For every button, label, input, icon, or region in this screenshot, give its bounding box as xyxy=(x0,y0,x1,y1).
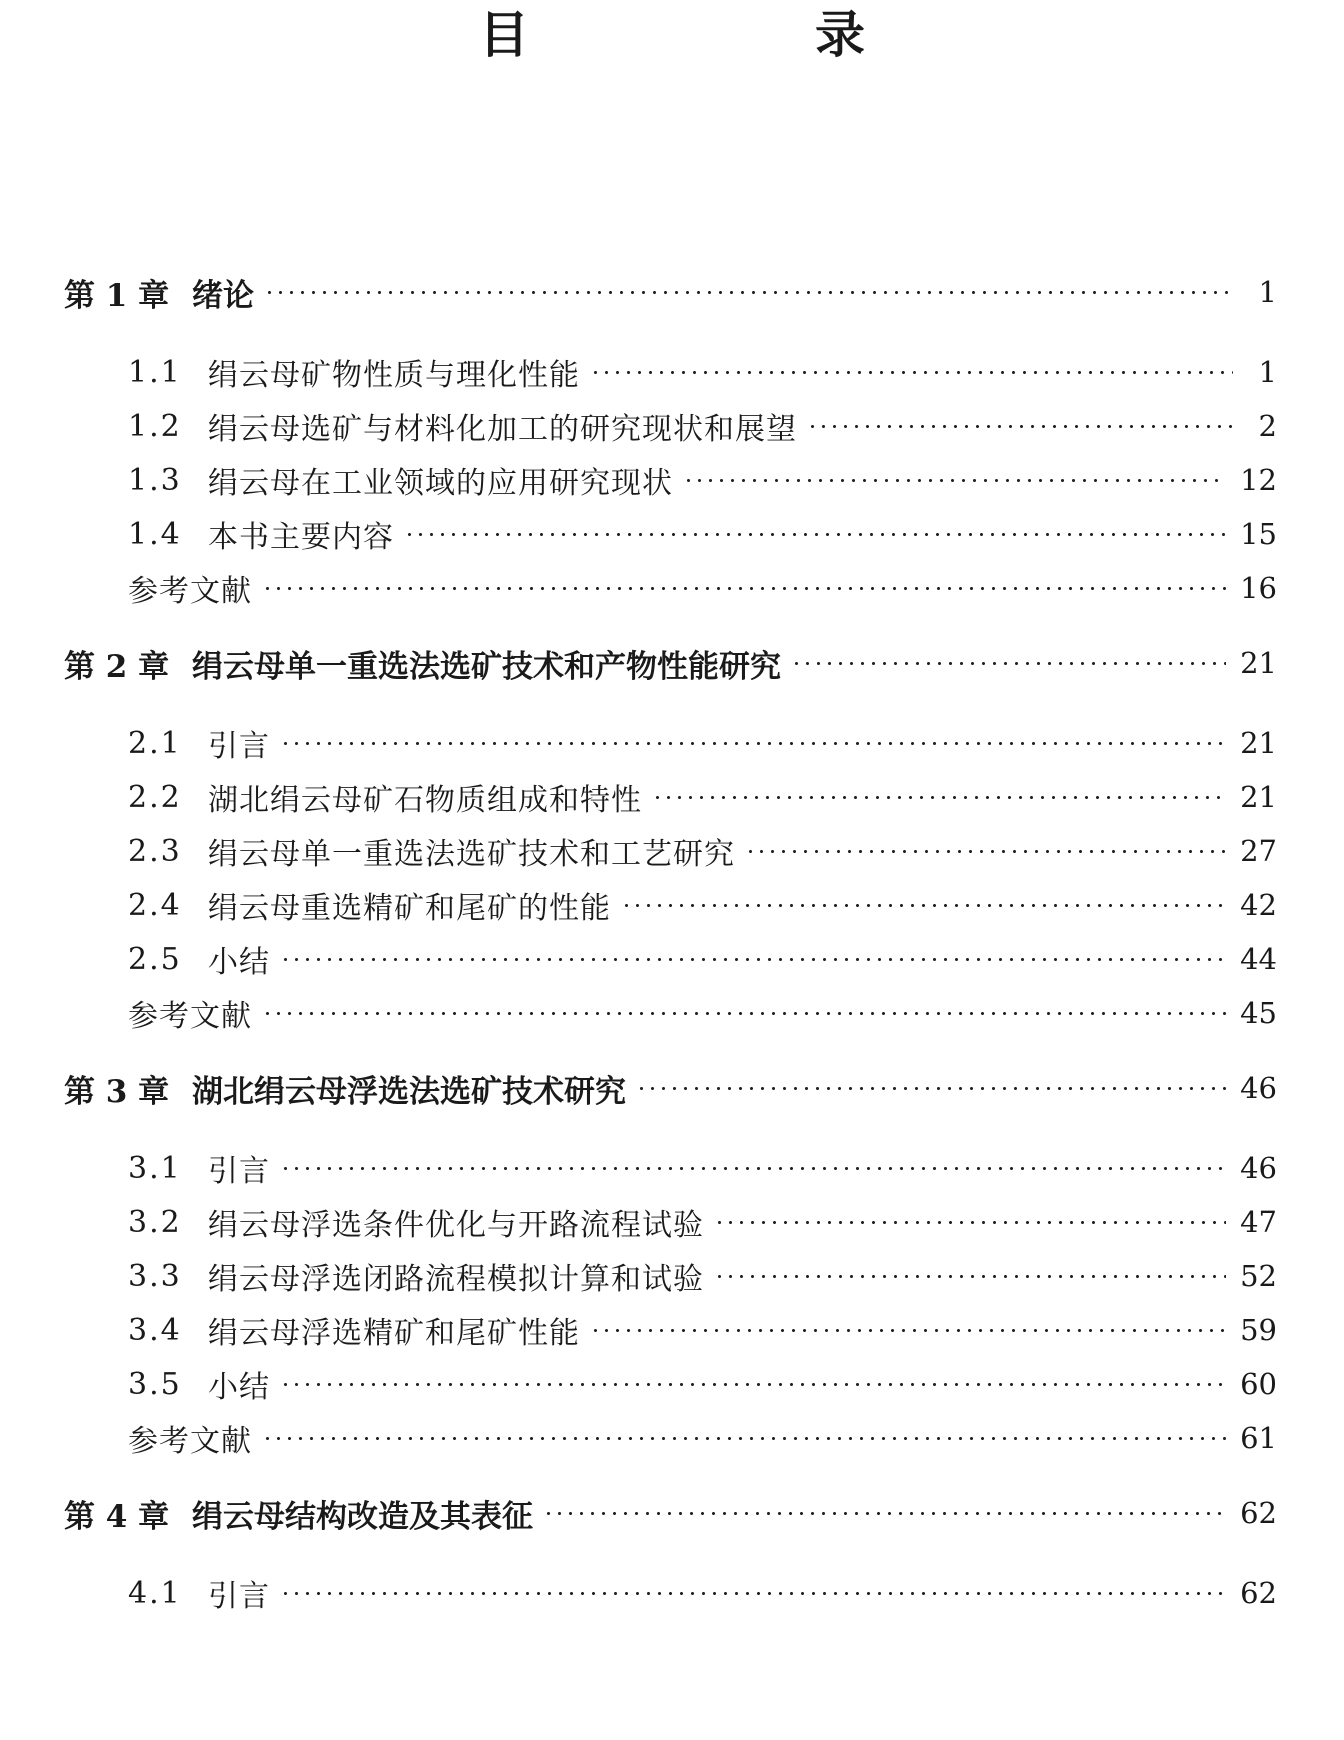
toc-entry-title: 湖北绢云母浮选法选矿技术研究 xyxy=(192,1073,626,1110)
toc-section-entry[interactable] xyxy=(128,934,1277,984)
toc-page-number: 52 xyxy=(1240,1259,1277,1293)
toc-entry-number: 2.5 xyxy=(128,941,182,977)
toc-entry-title: 小结 xyxy=(208,1370,270,1405)
toc-page-number: 47 xyxy=(1240,1205,1277,1239)
dot-leader xyxy=(280,1592,1226,1595)
toc-entry-title: 绢云母单一重选法选矿技术和工艺研究 xyxy=(208,837,735,872)
dot-leader xyxy=(280,1167,1226,1170)
dot-leader xyxy=(262,1437,1226,1440)
toc-reference-entry[interactable] xyxy=(128,1413,1277,1463)
toc-entry-number: 第 1 章 xyxy=(64,277,170,314)
toc-entry-number: 1.2 xyxy=(128,408,182,444)
toc-page-number: 21 xyxy=(1240,780,1277,814)
toc-entry-title: 小结 xyxy=(208,945,270,980)
toc-chapter-entry[interactable] xyxy=(64,638,1277,688)
toc-chapter-entry[interactable] xyxy=(64,1063,1277,1113)
toc-entry-number: 3.2 xyxy=(128,1204,182,1240)
toc-entry-number: 2.3 xyxy=(128,833,182,869)
dot-leader xyxy=(590,1329,1226,1332)
dot-leader xyxy=(807,425,1233,428)
toc-page-number: 1 xyxy=(1258,355,1277,389)
toc-section-entry[interactable] xyxy=(128,347,1277,397)
toc-section-entry[interactable] xyxy=(128,718,1277,768)
toc-section-entry[interactable] xyxy=(128,455,1277,505)
toc-entry-title: 参考文献 xyxy=(128,574,252,609)
toc-page-number: 1 xyxy=(1258,275,1277,309)
toc-entry-title: 湖北绢云母矿石物质组成和特性 xyxy=(208,783,642,818)
dot-leader xyxy=(745,850,1226,853)
toc-entry-number: 第 4 章 xyxy=(64,1498,170,1535)
toc-entry-number: 2.4 xyxy=(128,887,182,923)
toc-entry-number: 第 3 章 xyxy=(64,1073,170,1110)
toc-entry-title: 绢云母结构改造及其表征 xyxy=(192,1498,533,1535)
dot-leader xyxy=(590,371,1233,374)
toc-section-entry[interactable] xyxy=(128,1305,1277,1355)
toc-entry-title: 绢云母浮选精矿和尾矿性能 xyxy=(208,1316,580,1351)
toc-page-number: 16 xyxy=(1240,571,1277,605)
toc-reference-entry[interactable] xyxy=(128,563,1277,613)
page-title: 目 录 xyxy=(479,5,927,64)
toc-entry-number: 1.3 xyxy=(128,462,182,498)
toc-section-entry[interactable] xyxy=(128,1359,1277,1409)
dot-leader xyxy=(262,1012,1226,1015)
toc-page-number: 46 xyxy=(1240,1071,1277,1105)
toc-entry-title: 引言 xyxy=(208,1154,270,1189)
toc-page-number: 27 xyxy=(1240,834,1277,868)
dot-leader xyxy=(714,1275,1226,1278)
dot-leader xyxy=(280,1383,1226,1386)
toc-entry-title: 绢云母重选精矿和尾矿的性能 xyxy=(208,891,611,926)
toc-entry-number: 第 2 章 xyxy=(64,648,170,685)
toc-reference-entry[interactable] xyxy=(128,988,1277,1038)
toc-section-entry[interactable] xyxy=(128,1251,1277,1301)
toc-entry-title: 引言 xyxy=(208,729,270,764)
dot-leader xyxy=(652,796,1226,799)
toc-chapter-entry[interactable] xyxy=(64,267,1277,317)
toc-section-entry[interactable] xyxy=(128,509,1277,559)
dot-leader xyxy=(280,742,1226,745)
toc-page-number: 45 xyxy=(1240,996,1277,1030)
toc-entry-title: 绢云母矿物性质与理化性能 xyxy=(208,358,580,393)
toc-entry-title: 绢云母浮选闭路流程模拟计算和试验 xyxy=(208,1262,704,1297)
toc-section-entry[interactable] xyxy=(128,1143,1277,1193)
dot-leader xyxy=(621,904,1226,907)
toc-entry-title: 参考文献 xyxy=(128,999,252,1034)
dot-leader xyxy=(636,1087,1226,1090)
dot-leader xyxy=(262,587,1226,590)
toc-entry-title: 引言 xyxy=(208,1579,270,1614)
toc-page-number: 21 xyxy=(1240,646,1277,680)
toc-section-entry[interactable] xyxy=(128,401,1277,451)
toc-entry-number: 2.2 xyxy=(128,779,182,815)
toc-section-entry[interactable] xyxy=(128,1568,1277,1618)
toc-page-number: 62 xyxy=(1240,1576,1277,1610)
dot-leader xyxy=(543,1512,1226,1515)
dot-leader xyxy=(404,533,1226,536)
toc-entry-number: 1.4 xyxy=(128,516,182,552)
toc-entry-title: 参考文献 xyxy=(128,1424,252,1459)
dot-leader xyxy=(683,479,1226,482)
toc-entry-title: 绢云母选矿与材料化加工的研究现状和展望 xyxy=(208,412,797,447)
toc-section-entry[interactable] xyxy=(128,772,1277,822)
toc-page-number: 12 xyxy=(1240,463,1277,497)
toc-page-number: 46 xyxy=(1240,1151,1277,1185)
toc-page-number: 61 xyxy=(1240,1421,1277,1455)
toc-page-number: 59 xyxy=(1240,1313,1277,1347)
toc-section-entry[interactable] xyxy=(128,880,1277,930)
toc-entry-number: 3.3 xyxy=(128,1258,182,1294)
dot-leader xyxy=(264,291,1233,294)
toc-entry-number: 3.4 xyxy=(128,1312,182,1348)
dot-leader xyxy=(714,1221,1226,1224)
toc-entry-title: 绪论 xyxy=(192,277,254,314)
toc-entry-title: 绢云母单一重选法选矿技术和产物性能研究 xyxy=(192,648,781,685)
toc-entry-number: 1.1 xyxy=(128,354,182,390)
toc-entry-title: 绢云母在工业领域的应用研究现状 xyxy=(208,466,673,501)
dot-leader xyxy=(791,662,1226,665)
toc-page-number: 44 xyxy=(1240,942,1277,976)
toc-page-number: 15 xyxy=(1240,517,1277,551)
toc-chapter-entry[interactable] xyxy=(64,1488,1277,1538)
toc-entry-number: 4.1 xyxy=(128,1575,182,1611)
toc-section-entry[interactable] xyxy=(128,1197,1277,1247)
toc-page-number: 62 xyxy=(1240,1496,1277,1530)
toc-entry-title: 本书主要内容 xyxy=(208,520,394,555)
toc-entry-number: 3.1 xyxy=(128,1150,182,1186)
toc-page-number: 21 xyxy=(1240,726,1277,760)
toc-section-entry[interactable] xyxy=(128,826,1277,876)
toc-entry-number: 3.5 xyxy=(128,1366,182,1402)
toc-page-number: 42 xyxy=(1240,888,1277,922)
toc-entry-number: 2.1 xyxy=(128,725,182,761)
toc-page-number: 2 xyxy=(1258,409,1277,443)
toc-page-number: 60 xyxy=(1240,1367,1277,1401)
toc-entry-title: 绢云母浮选条件优化与开路流程试验 xyxy=(208,1208,704,1243)
dot-leader xyxy=(280,958,1226,961)
